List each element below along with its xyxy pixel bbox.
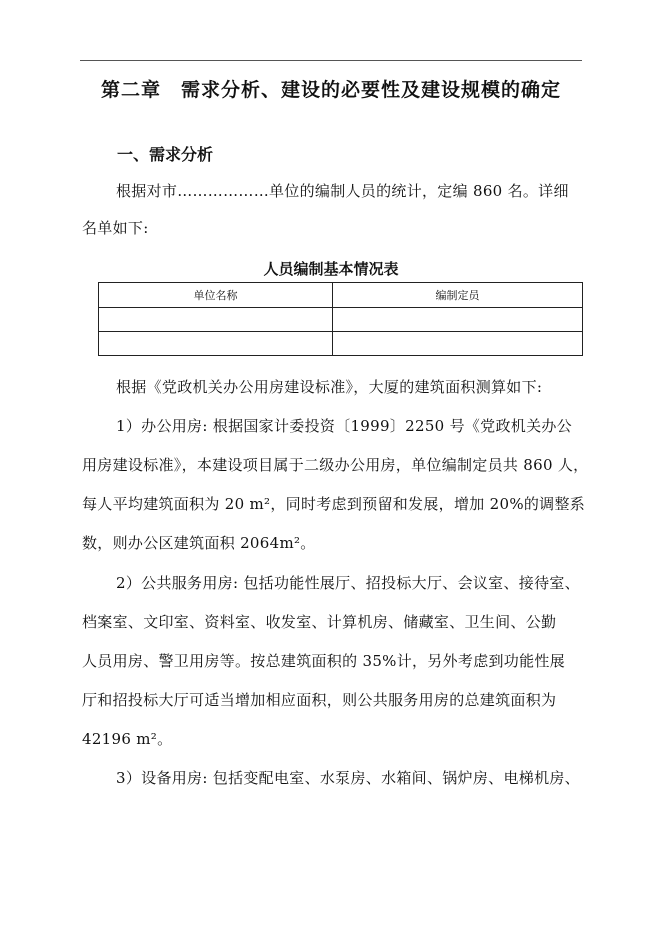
table-cell	[333, 308, 583, 332]
paragraph-line: 厅和招投标大厅可适当增加相应面积，则公共服务用房的总建筑面积为	[82, 691, 557, 709]
table-caption: 人员编制基本情况表	[263, 260, 399, 278]
table-row	[99, 332, 583, 356]
paragraph-line: 档案室、文印室、资料室、收发室、计算机房、储藏室、卫生间、公勤	[82, 613, 557, 631]
paragraph-line: 根据《党政机关办公用房建设标准》，大厦的建筑面积测算如下:	[116, 378, 543, 396]
table-cell	[99, 332, 333, 356]
section-heading: 一、需求分析	[117, 145, 214, 164]
paragraph-line: 1）办公用房: 根据国家计委投资〔1999〕2250 号《党政机关办公	[116, 417, 572, 435]
column-header-staffing: 编制定员	[333, 283, 583, 308]
paragraph-line: 2）公共服务用房: 包括功能性展厅、招投标大厅、会议室、接待室、	[116, 574, 580, 592]
staffing-table	[98, 282, 583, 356]
paragraph-line: 每人平均建筑面积为 20 m²，同时考虑到预留和发展，增加 20%的调整系	[82, 495, 586, 513]
paragraph-line: 用房建设标准》，本建设项目属于二级办公用房，单位编制定员共 860 人，	[82, 456, 589, 474]
header-rule	[80, 60, 582, 61]
paragraph-line: 3）设备用房: 包括变配电室、水泵房、水箱间、锅炉房、电梯机房、	[116, 769, 580, 787]
table-cell	[99, 308, 333, 332]
paragraph-line: 42196 m²。	[82, 730, 173, 748]
paragraph-line: 人员用房、警卫用房等。按总建筑面积的 35%计，另外考虑到功能性展	[82, 652, 566, 670]
table-row	[99, 308, 583, 332]
chapter-title: 第二章 需求分析、建设的必要性及建设规模的确定	[100, 79, 561, 101]
paragraph-line: 名单如下:	[82, 219, 149, 237]
paragraph-line: 根据对市………………单位的编制人员的统计，定编 860 名。详细	[116, 182, 569, 200]
paragraph-line: 数，则办公区建筑面积 2064m²。	[82, 534, 316, 552]
table-cell	[333, 332, 583, 356]
table-header-row	[99, 283, 583, 308]
column-header-unit-name: 单位名称	[99, 283, 333, 308]
